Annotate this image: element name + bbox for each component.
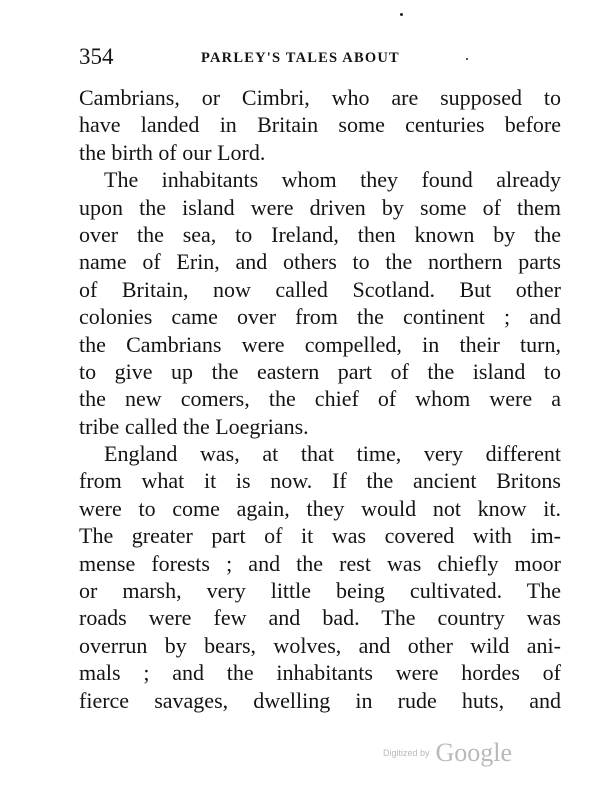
running-title: PARLEY'S TALES ABOUT: [201, 50, 400, 66]
text-line: England was, at that time, very different: [104, 441, 561, 467]
text-line: from what it is now. If the ancient Britons: [79, 468, 561, 494]
text-line: fierce savages, dwelling in rude huts, and: [79, 687, 561, 713]
text-line: the birth of our Lord.: [79, 139, 266, 165]
text-line: have landed in Britain some centuries before: [79, 112, 561, 138]
text-line: overrun by bears, wolves, and other wild ani-: [79, 632, 561, 658]
body-text: [79, 84, 561, 714]
text-line: upon the island were driven by some of them: [79, 194, 561, 220]
text-line: colonies came over from the continent ; and: [79, 304, 561, 330]
page-number: 354: [79, 44, 114, 69]
text-line: of Britain, now called Scotland. But other: [79, 276, 561, 302]
watermark-prefix: Digitized by: [383, 748, 430, 758]
text-line: the Cambrians were compelled, in their turn,: [79, 331, 561, 357]
text-line: tribe called the Loegrians.: [79, 413, 309, 439]
text-line: The greater part of it was covered with im-: [79, 523, 561, 549]
page-header: [79, 42, 559, 72]
print-speck: [400, 13, 403, 16]
text-line: Cambrians, or Cimbri, who are supposed to: [79, 85, 561, 110]
text-line: The inhabitants whom they found already: [104, 167, 561, 193]
text-line: the new comers, the chief of whom were a: [79, 386, 561, 412]
digitized-watermark: [383, 738, 512, 774]
text-line: mense forests ; and the rest was chiefly moor: [79, 550, 561, 576]
text-line: mals ; and the inhabitants were hordes of: [79, 660, 561, 686]
text-line: name of Erin, and others to the northern parts: [79, 249, 561, 275]
text-line: or marsh, very little being cultivated. The: [79, 578, 561, 604]
text-line: to give up the eastern part of the island to: [79, 358, 561, 384]
text-line: roads were few and bad. The country was: [79, 605, 561, 631]
text-line: were to come again, they would not know it.: [79, 495, 561, 521]
google-logo: Google: [435, 738, 513, 767]
text-line: over the sea, to Ireland, then known by the: [79, 221, 561, 247]
